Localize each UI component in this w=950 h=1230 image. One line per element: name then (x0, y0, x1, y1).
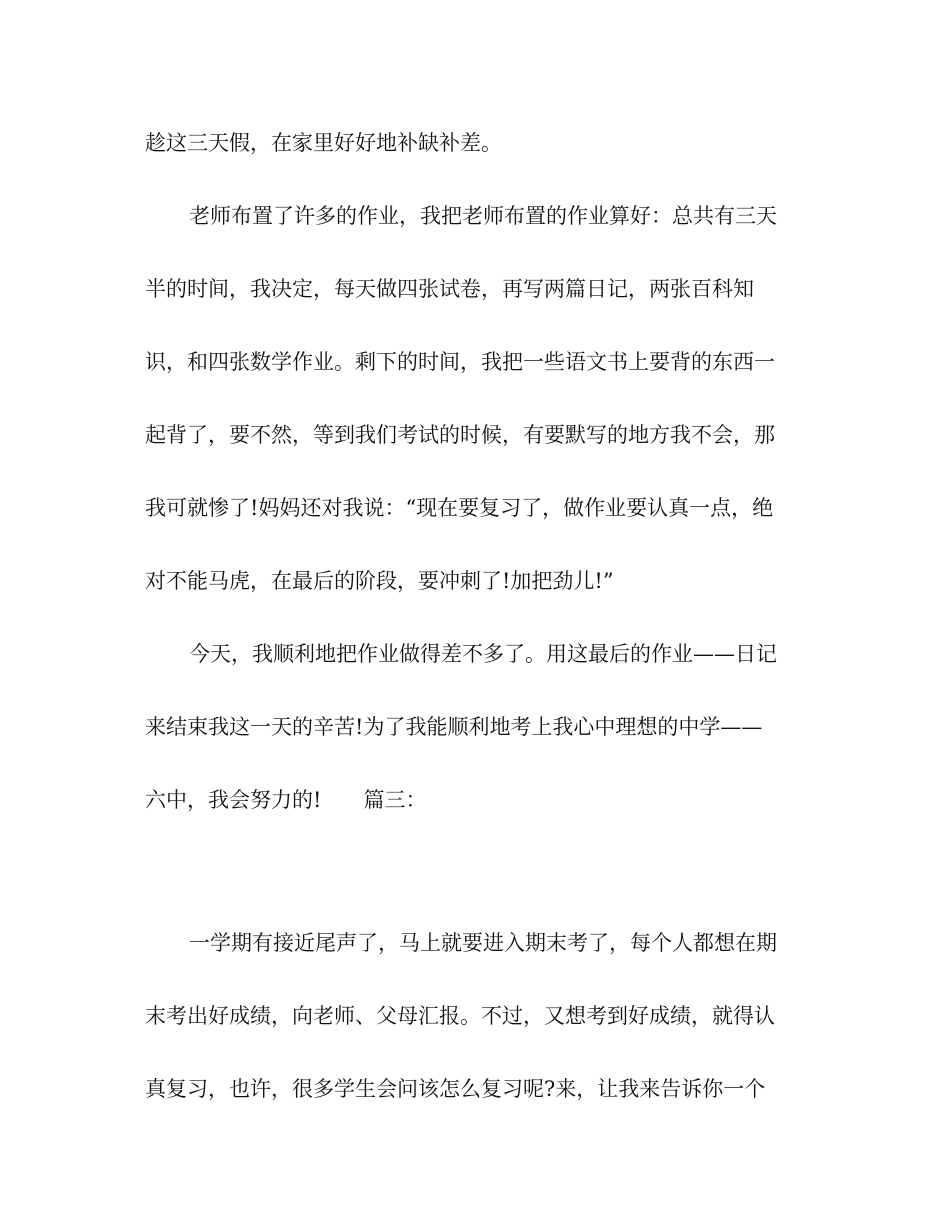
text-line: 我可就惨了!妈妈还对我说：“现在要复习了，做作业要认真一点，绝 (145, 496, 774, 520)
text-line: 起背了，要不然，等到我们考试的时候，有要默写的地方我不会，那 (145, 423, 775, 447)
paragraph-start-line: 一学期有接近尾声了，马上就要进入期末考了，每个人都想在期 (189, 931, 777, 955)
text-line: 半的时间，我决定，每天做四张试卷，再写两篇日记，两张百科知 (145, 277, 754, 301)
text-line: 对不能马虎，在最后的阶段，要冲刺了!加把劲儿!” (145, 569, 614, 593)
text-line: 六中，我会努力的! 篇三： (145, 788, 427, 812)
text-line: 识，和四张数学作业。剩下的时间，我把一些语文书上要背的东西一 (145, 350, 775, 374)
text-line: 趁这三天假，在家里好好地补缺补差。 (145, 131, 502, 155)
text-line: 来结束我这一天的辛苦!为了我能顺利地考上我心中理想的中学—— (145, 715, 763, 739)
text-line: 末考出好成绩，向老师、父母汇报。不过，又想考到好成绩，就得认 (145, 1004, 775, 1028)
text-line: 真复习，也许，很多学生会问该怎么复习呢?来，让我来告诉你一个 (145, 1077, 766, 1101)
paragraph-start-line: 老师布置了许多的作业，我把老师布置的作业算好：总共有三天 (189, 204, 777, 228)
paragraph-start-line: 今天，我顺利地把作业做得差不多了。用这最后的作业——日记 (189, 642, 777, 666)
